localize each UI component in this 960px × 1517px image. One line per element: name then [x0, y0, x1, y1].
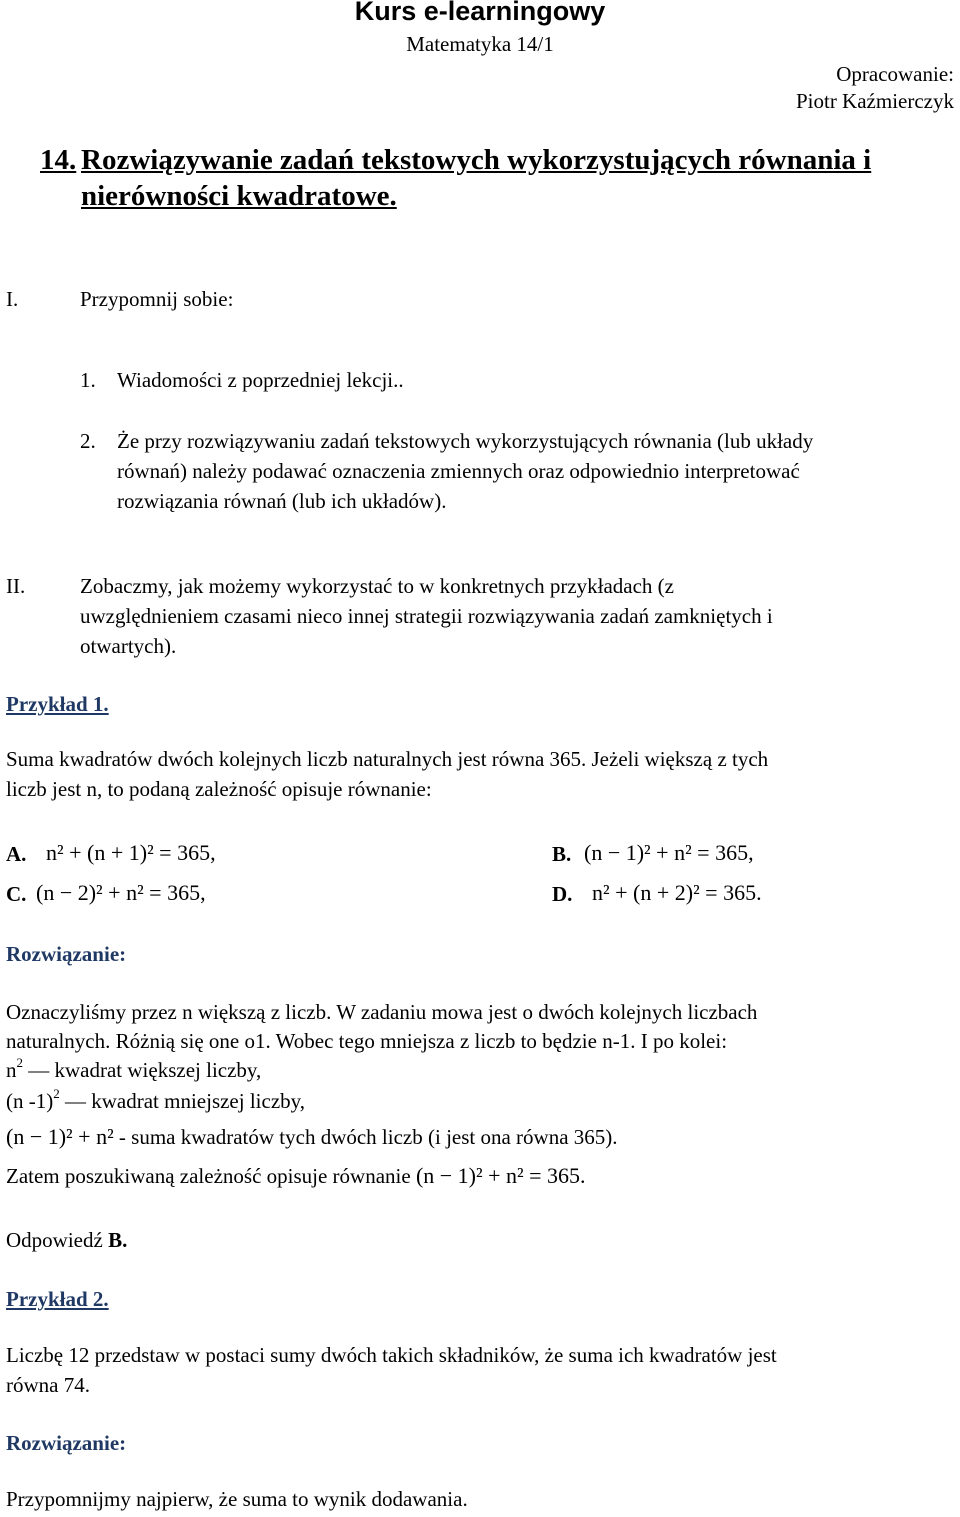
conclusion-expression: (n − 1)² + n² = 365. — [415, 1163, 586, 1188]
option-c-expr: (n − 2)² + n² = 365, — [36, 880, 206, 905]
course-subtitle: Matematyka 14/1 — [406, 32, 554, 56]
item2-line1: Że przy rozwiązywaniu zadań tekstowych wykorzystujących równania (lub układy — [117, 429, 814, 453]
lesson-title-line1: Rozwiązywanie zadań tekstowych wykorzystujących równania i — [81, 144, 872, 176]
n-variable: n — [6, 1058, 17, 1082]
sum-description: - suma kwadratów tych dwóch liczb (i jest ona równa 365). — [113, 1125, 618, 1149]
option-c-label: C. — [6, 882, 27, 906]
course-title: Kurs e-learningowy — [354, 0, 606, 26]
section2-line2: uwzględnieniem czasami nieco innej strategii rozwiązywania zadań zamkniętych i — [80, 604, 773, 628]
item2-line3: rozwiązania równań (lub ich układów). — [117, 489, 447, 513]
option-a-expr: n² + (n + 1)² = 365, — [46, 840, 216, 865]
option-d-label: D. — [552, 882, 573, 906]
m-expression: (n -1) — [6, 1089, 54, 1113]
lesson-title-line2: nierówności kwadratowe. — [81, 180, 397, 212]
example1-task-line1: Suma kwadratów dwóch kolejnych liczb naturalnych jest równa 365. Jeżeli większą z tych — [6, 747, 769, 771]
section2-line1: Zobaczmy, jak możemy wykorzystać to w konkretnych przykładach (z — [80, 574, 674, 598]
answer-line — [6, 1228, 127, 1253]
answer-text: Odpowiedź — [6, 1228, 109, 1252]
example1-solution-heading: Rozwiązanie: — [6, 942, 127, 966]
author-name: Piotr Kaźmierczyk — [795, 89, 954, 113]
lesson-number: 14. — [40, 144, 77, 176]
option-a-label: A. — [6, 842, 27, 866]
option-d-expr: n² + (n + 2)² = 365. — [592, 880, 762, 905]
example2-heading: Przykład 2. — [6, 1287, 109, 1311]
em-dash: — — [64, 1089, 86, 1113]
example1-task-line2: liczb jest n, to podaną zależność opisuje równanie: — [6, 777, 432, 801]
item2-number: 2. — [80, 429, 96, 453]
exponent: 2 — [53, 1086, 60, 1101]
option-b-label: B. — [552, 842, 572, 866]
section1-title: Przypomnij sobie: — [80, 287, 234, 311]
sum-expression: (n − 1)² + n² — [6, 1124, 114, 1149]
exponent: 2 — [16, 1055, 23, 1070]
conclusion-line — [6, 1163, 586, 1189]
item1-text: Wiadomości z poprzedniej lekcji.. — [117, 368, 404, 392]
n2-description: kwadrat większej liczby, — [49, 1058, 262, 1082]
author-label: Opracowanie: — [836, 62, 954, 86]
example1-heading: Przykład 1. — [6, 692, 109, 716]
item1-number: 1. — [80, 368, 96, 392]
solution1-line1: Oznaczyliśmy przez n większą z liczb. W zadaniu mowa jest o dwóch kolejnych liczbach — [6, 1000, 758, 1024]
solution1-m2-line — [6, 1086, 306, 1114]
solution2-line1: Przypomnijmy najpierw, że suma to wynik dodawania. — [6, 1487, 468, 1511]
section2-line3: otwartych). — [80, 634, 177, 658]
answer-value: B. — [108, 1228, 128, 1252]
example2-solution-heading: Rozwiązanie: — [6, 1431, 127, 1455]
solution1-line2: naturalnych. Różnią się one o1. Wobec tego mniejsza z liczb to będzie n-1. I po kolei: — [6, 1029, 728, 1053]
example2-task-line1: Liczbę 12 przedstaw w postaci sumy dwóch takich składników, że suma ich kwadratów jest — [6, 1343, 777, 1367]
solution1-sum-line — [6, 1124, 618, 1150]
item2-line2: równań) należy podawać oznaczenia zmiennych oraz odpowiednio interpretować — [117, 459, 800, 483]
example2-task-line2: równa 74. — [6, 1373, 90, 1397]
section2-numeral: II. — [6, 574, 26, 598]
conclusion-text: Zatem poszukiwaną zależność opisuje równanie — [6, 1164, 416, 1188]
option-b-expr: (n − 1)² + n² = 365, — [584, 840, 754, 865]
section1-numeral: I. — [6, 287, 19, 311]
em-dash: — — [28, 1058, 50, 1082]
m2-description: kwadrat mniejszej liczby, — [85, 1089, 306, 1113]
solution1-n2-line — [6, 1055, 262, 1083]
